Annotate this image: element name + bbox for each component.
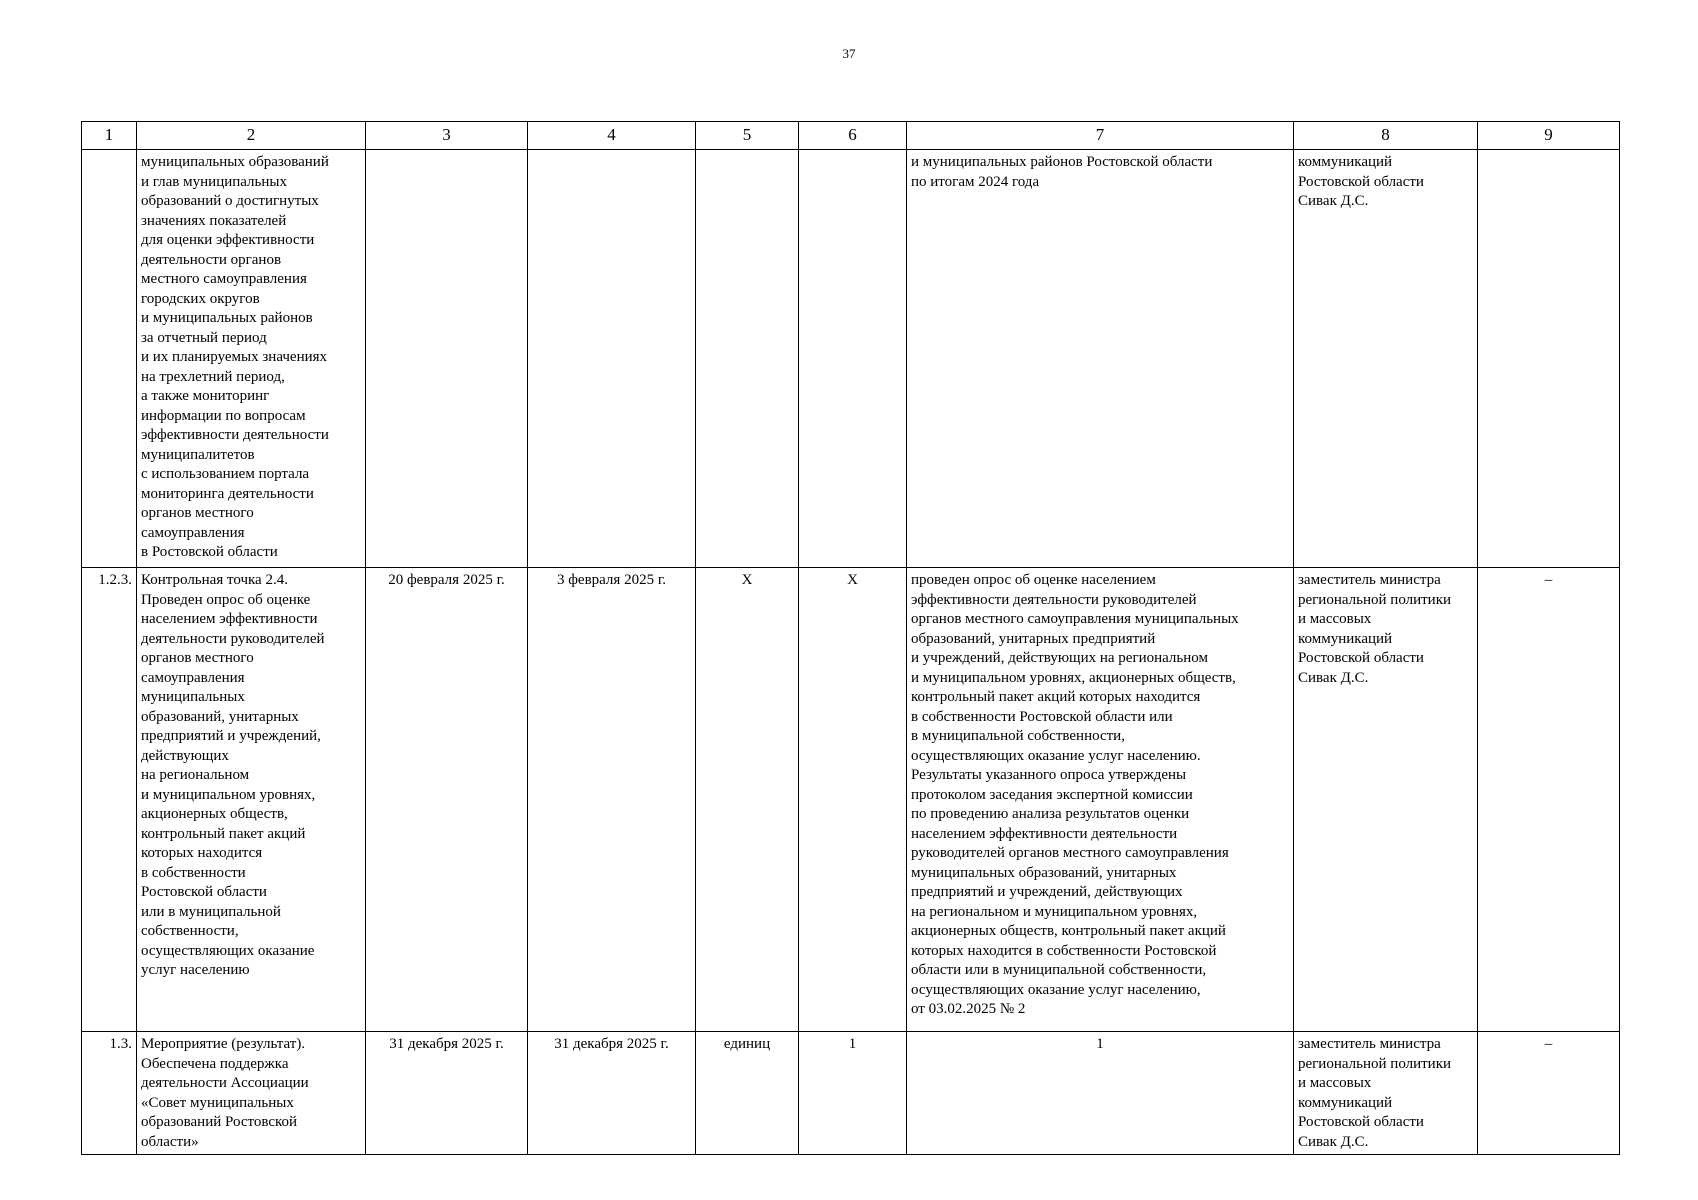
row-name: Контрольная точка 2.4. Проведен опрос об оценке населением эффективности деятельности руководителей органов местного самоуправления муниципальных образований, унитарных предприятий и учреждений, действующих на региональном и муниципальном уровнях, акционерных обществ, контрольный пакет акций которых находится в собственности Ростовской области или в муниципальной собственности, осуществляющих оказание услуг населению [137, 568, 366, 1032]
table-row [82, 568, 1620, 1032]
table-row [82, 150, 1620, 568]
column-header: 7 [907, 122, 1294, 150]
row-responsible: коммуникаций Ростовской области Сивак Д.С. [1294, 150, 1478, 568]
row-deadline-fact: 31 декабря 2025 г. [528, 1032, 696, 1155]
row-deadline-fact: 3 февраля 2025 г. [528, 568, 696, 1032]
table-row [82, 1032, 1620, 1155]
row-deadline-plan [366, 150, 528, 568]
row-note [1478, 150, 1620, 568]
row-deadline-plan: 20 февраля 2025 г. [366, 568, 528, 1032]
column-header: 5 [696, 122, 799, 150]
column-header: 2 [137, 122, 366, 150]
row-unit: единиц [696, 1032, 799, 1155]
column-header: 3 [366, 122, 528, 150]
row-plan-value: Х [799, 568, 907, 1032]
column-header: 9 [1478, 122, 1620, 150]
page-number: 37 [842, 46, 856, 61]
row-note: – [1478, 568, 1620, 1032]
row-plan-value [799, 150, 907, 568]
row-name: Мероприятие (результат). Обеспечена поддержка деятельности Ассоциации «Совет муниципальных образований Ростовской области» [137, 1032, 366, 1155]
column-header: 4 [528, 122, 696, 150]
plan-table [81, 121, 1620, 1155]
row-deadline-fact [528, 150, 696, 568]
row-number: 1.2.3. [82, 568, 137, 1032]
column-header: 8 [1294, 122, 1478, 150]
row-deadline-plan: 31 декабря 2025 г. [366, 1032, 528, 1155]
row-result: 1 [907, 1032, 1294, 1155]
row-number [82, 150, 137, 568]
column-number-row [82, 122, 1620, 150]
row-responsible: заместитель министра региональной политики и массовых коммуникаций Ростовской области Сивак Д.С. [1294, 568, 1478, 1032]
row-result: и муниципальных районов Ростовской области по итогам 2024 года [907, 150, 1294, 568]
row-number: 1.3. [82, 1032, 137, 1155]
row-plan-value: 1 [799, 1032, 907, 1155]
column-header: 6 [799, 122, 907, 150]
row-responsible: заместитель министра региональной политики и массовых коммуникаций Ростовской области Сивак Д.С. [1294, 1032, 1478, 1155]
column-header: 1 [82, 122, 137, 150]
row-unit [696, 150, 799, 568]
row-name: муниципальных образований и глав муниципальных образований о достигнутых значениях показателей для оценки эффективности деятельности органов местного самоуправления городских округов и муниципальных районов за отчетный период и их планируемых значениях на трехлетний период, а также мониторинг информации по вопросам эффективности деятельности муниципалитетов с использованием портала мониторинга деятельности органов местного самоуправления в Ростовской области [137, 150, 366, 568]
row-unit: Х [696, 568, 799, 1032]
row-result: проведен опрос об оценке населением эффективности деятельности руководителей органов местного самоуправления муниципальных образований, унитарных предприятий и учреждений, действующих на региональном и муниципальном уровнях, акционерных обществ, контрольный пакет акций которых находится в собственности Ростовской области или в муниципальной собственности, осуществляющих оказание услуг населению. Результаты указанного опроса утверждены протоколом заседания экспертной комиссии по проведению анализа результатов оценки населением эффективности деятельности руководителей органов местного самоуправления муниципальных образований, унитарных предприятий и учреждений, действующих на региональном и муниципальном уровнях, акционерных обществ, контрольный пакет акций которых находится в собственности Ростовской области или в муниципальной собственности, осуществляющих оказание услуг населению, от 03.02.2025 № 2 [907, 568, 1294, 1032]
row-note: – [1478, 1032, 1620, 1155]
